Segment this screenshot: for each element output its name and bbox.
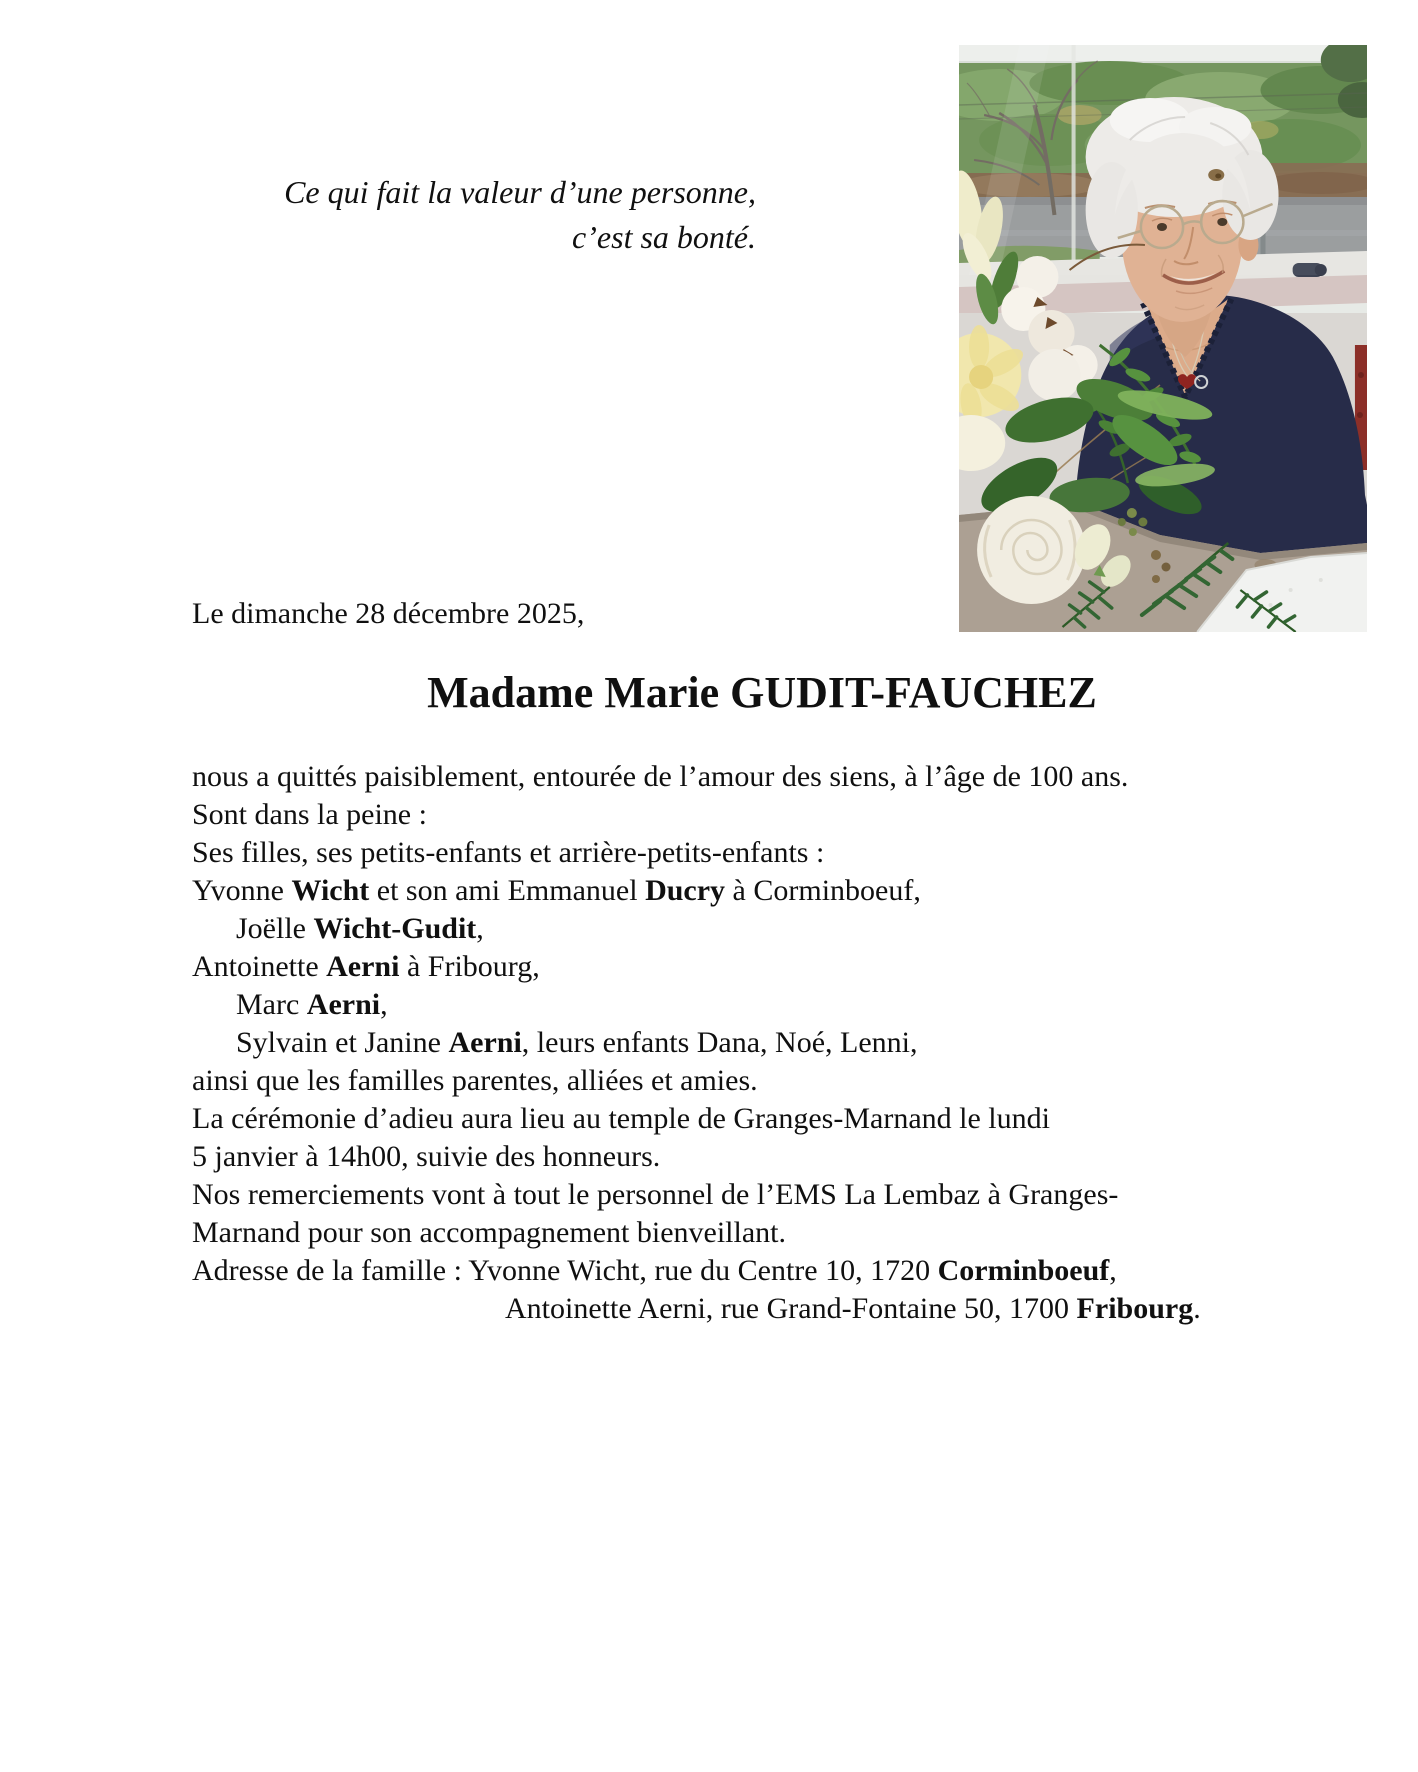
text-segment: Ducry <box>645 874 726 907</box>
address-line-1 <box>192 1252 1252 1290</box>
text-segment: Wicht <box>291 874 370 907</box>
ceremony-line-2: 5 janvier à 14h00, suivie des honneurs. <box>192 1140 661 1173</box>
announcement-body <box>192 595 1252 1328</box>
text-segment: , <box>476 912 484 945</box>
text-segment: Wicht-Gudit <box>313 912 477 945</box>
death-date-line: Le dimanche 28 décembre 2025, <box>192 597 585 630</box>
deceased-name-title: Madame Marie GUDIT-FAUCHEZ <box>427 668 1097 717</box>
family-line <box>192 1024 1252 1062</box>
text-segment: Corminboeuf <box>937 1254 1110 1287</box>
family-list <box>192 834 1252 1062</box>
text-segment: Joëlle <box>236 912 314 945</box>
family-line <box>192 872 1252 910</box>
text-segment: Aerni <box>306 988 381 1021</box>
memorial-quote <box>200 170 756 260</box>
family-line <box>192 910 1252 948</box>
text-segment: Marc <box>236 988 307 1021</box>
text-segment: Aerni <box>326 950 400 983</box>
thanks-line-1: Nos remerciements vont à tout le personnel de l’EMS La Lembaz à Granges- <box>192 1178 1119 1211</box>
portrait-photo-illustration <box>959 45 1367 632</box>
ceremony-paragraph <box>192 1100 1252 1176</box>
ceremony-line-1: La cérémonie d’adieu aura lieu au temple de Granges-Marnand le lundi <box>192 1102 1050 1135</box>
quote-line-1: Ce qui fait la valeur d’une personne, <box>284 174 756 210</box>
text-segment: , leurs enfants Dana, Noé, Lenni, <box>521 1026 918 1059</box>
family-line <box>192 986 1252 1024</box>
text-segment: Aerni <box>448 1026 522 1059</box>
text-segment: et son ami Emmanuel <box>369 874 646 907</box>
text-segment: Antoinette Aerni, rue Grand-Fontaine 50, 1700 <box>505 1292 1077 1325</box>
quote-line-2: c’est sa bonté. <box>572 219 756 255</box>
thanks-paragraph <box>192 1176 1252 1252</box>
text-segment: à Fribourg, <box>399 950 540 983</box>
address-paragraph <box>192 1252 1252 1328</box>
text-segment: Adresse de la famille : Yvonne Wicht, rue du Centre 10, 1720 <box>192 1254 938 1287</box>
intro-paragraph: nous a quittés paisiblement, entourée de l’amour des siens, à l’âge de 100 ans. <box>192 760 1129 793</box>
text-segment: à Corminboeuf, <box>725 874 921 907</box>
address-line-2 <box>192 1290 1252 1328</box>
family-intro-line: Ses filles, ses petits-enfants et arrière-petits-enfants : <box>192 836 825 869</box>
text-segment: Sylvain et Janine <box>236 1026 449 1059</box>
text-segment: Antoinette <box>192 950 327 983</box>
portrait-photo <box>959 45 1367 632</box>
family-line <box>192 948 1252 986</box>
text-segment: , <box>1109 1254 1117 1287</box>
text-segment: , <box>380 988 388 1021</box>
thanks-line-2: Marnand pour son accompagnement bienveillant. <box>192 1216 786 1249</box>
text-segment: . <box>1193 1292 1201 1325</box>
families-line: ainsi que les familles parentes, alliées et amies. <box>192 1064 758 1097</box>
text-segment: Yvonne <box>192 874 292 907</box>
mourning-intro: Sont dans la peine : <box>192 798 427 831</box>
text-segment: Fribourg <box>1076 1292 1194 1325</box>
